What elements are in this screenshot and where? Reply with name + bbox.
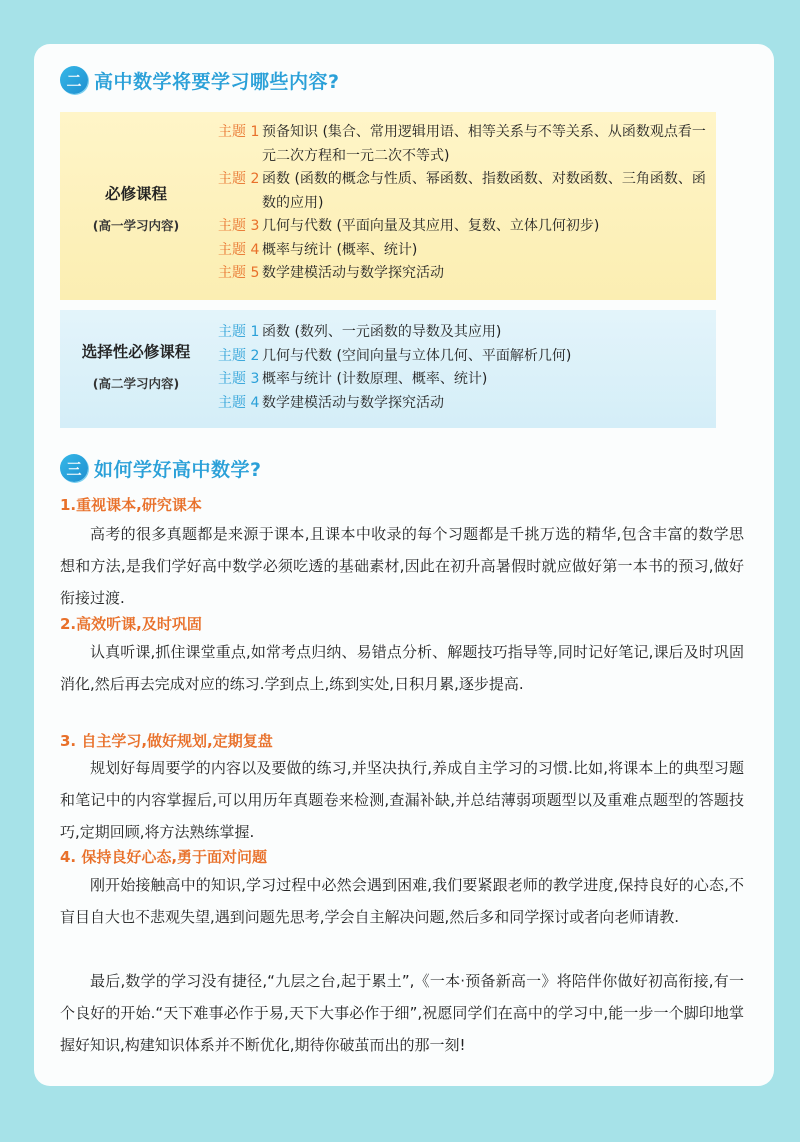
topic-text: 概率与统计 (概率、统计) bbox=[262, 241, 418, 258]
section-3-header bbox=[60, 454, 262, 482]
section-2-badge: 二 bbox=[60, 66, 88, 94]
section-3-title: 如何学好高中数学? bbox=[94, 458, 262, 481]
topic-text: 几何与代数 (空间向量与立体几何、平面解析几何) bbox=[262, 347, 572, 364]
topic-text: 预备知识 (集合、常用逻辑用语、相等关系与不等关系、从函数观点看一元二次方程和一元二次不等式) bbox=[262, 124, 706, 164]
topic-text: 函数 (数列、一元函数的导数及其应用) bbox=[262, 324, 502, 340]
optional-topic-list bbox=[218, 321, 708, 415]
optional-topic-3 bbox=[218, 368, 708, 392]
section-3-badge: 三 bbox=[60, 454, 88, 482]
optional-topic-1 bbox=[218, 321, 708, 345]
topic-text: 函数 (函数的概念与性质、幂函数、指数函数、对数函数、三角函数、函数的应用) bbox=[262, 171, 706, 211]
required-topic-list bbox=[218, 121, 708, 286]
section-2-header bbox=[60, 66, 340, 94]
optional-topic-4 bbox=[218, 392, 708, 416]
optional-courses-label-group bbox=[60, 340, 212, 392]
topic-tag: 主题 5 bbox=[218, 265, 260, 281]
required-topic-4 bbox=[218, 239, 708, 263]
tip-4-paragraph: 刚开始接触高中的知识,学习过程中必然会遇到困难,我们要紧跟老师的教学进度,保持良好的心态,不盲目自大也不悲观失望,遇到问题先思考,学会自主解决问题,然后多和同学探讨或者向老师请教. bbox=[60, 876, 744, 926]
required-topic-2 bbox=[218, 168, 708, 215]
required-courses-sublabel: (高一学习内容) bbox=[92, 218, 180, 233]
tip-2-paragraph: 认真听课,抓住课堂重点,如常考点归纳、易错点分析、解题技巧指导等,同时记好笔记,课后及时巩固消化,然后再去完成对应的练习.学到点上,练到实处,日积月累,逐步提高. bbox=[60, 643, 744, 693]
topic-tag: 主题 3 bbox=[218, 218, 260, 234]
closing-paragraph: 最后,数学的学习没有捷径,“九层之台,起于累土”,《一本·预备新高一》将陪伴你做好初高衔接,有一个良好的开始.“天下难事必作于易,天下大事必作于细”,祝愿同学们在高中的学习中,能一步一个脚印地掌握好知识,构建知识体系并不断优化,期待你破茧而出的那一刻! bbox=[60, 972, 744, 1054]
required-topic-3 bbox=[218, 215, 708, 239]
topic-tag: 主题 3 bbox=[218, 371, 260, 387]
optional-topic-2 bbox=[218, 345, 708, 369]
tip-1-heading: 1.重视课本,研究课本 bbox=[60, 496, 202, 514]
required-courses-block bbox=[60, 112, 716, 300]
topic-text: 数学建模活动与数学探究活动 bbox=[262, 394, 444, 411]
topic-tag: 主题 1 bbox=[218, 124, 260, 140]
topic-text: 概率与统计 (计数原理、概率、统计) bbox=[262, 371, 488, 387]
optional-courses-label: 选择性必修课程 bbox=[81, 343, 191, 361]
topic-tag: 主题 4 bbox=[218, 241, 260, 258]
required-courses-label: 必修课程 bbox=[104, 185, 167, 203]
tip-1-paragraph: 高考的很多真题都是来源于课本,且课本中收录的每个习题都是千挑万选的精华,包含丰富的数学思想和方法,是我们学好高中数学必须吃透的基础素材,因此在初升高暑假时就应做好第一本书的预习,做好衔接过渡. bbox=[60, 525, 744, 607]
tip-3-paragraph: 规划好每周要学的内容以及要做的练习,并坚决执行,养成自主学习的习惯.比如,将课本上的典型习题和笔记中的内容掌握后,可以用历年真题卷来检测,查漏补缺,并总结薄弱项题型以及重难点题型的答题技巧,定期回顾,将方法熟练掌握. bbox=[60, 759, 744, 841]
tip-3-heading: 3. 自主学习,做好规划,定期复盘 bbox=[60, 732, 273, 750]
content-card bbox=[34, 44, 774, 1086]
optional-courses-block bbox=[60, 310, 716, 428]
topic-text: 数学建模活动与数学探究活动 bbox=[262, 265, 444, 281]
topic-tag: 主题 1 bbox=[218, 324, 260, 340]
topic-tag: 主题 4 bbox=[218, 394, 260, 411]
topic-tag: 主题 2 bbox=[218, 171, 260, 187]
optional-courses-sublabel: (高二学习内容) bbox=[92, 376, 180, 391]
required-topic-5 bbox=[218, 262, 708, 286]
topic-text: 几何与代数 (平面向量及其应用、复数、立体几何初步) bbox=[262, 218, 600, 234]
tip-4-heading: 4. 保持良好心态,勇于面对问题 bbox=[60, 848, 268, 866]
section-2-title: 高中数学将要学习哪些内容? bbox=[94, 70, 340, 93]
tip-2-heading: 2.高效听课,及时巩固 bbox=[60, 615, 202, 633]
topic-tag: 主题 2 bbox=[218, 347, 260, 364]
required-topic-1 bbox=[218, 121, 708, 168]
required-courses-label-group bbox=[60, 182, 212, 234]
